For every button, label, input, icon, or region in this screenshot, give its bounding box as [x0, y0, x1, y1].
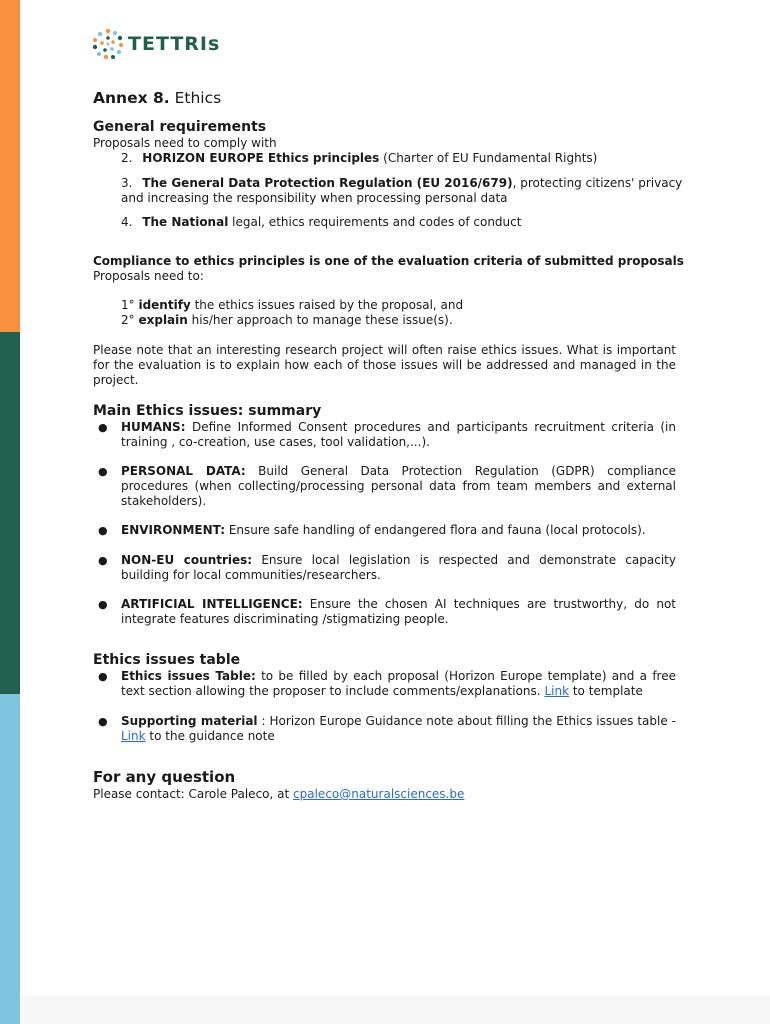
requirement-item-4: 4. The National legal, ethics requirements and codes of conduct [121, 215, 522, 229]
bullet-icon: ● [98, 465, 108, 478]
bullet-icon: ● [98, 524, 108, 537]
requirement-item-3-line2: and increasing the responsibility when processing personal data [121, 191, 508, 205]
issue-humans: HUMANS: Define Informed Consent procedures and participants recruitment criteria (in training , co-creation, use cases, tool validation,...). [121, 420, 676, 449]
issue-environment: ENVIRONMENT: Ensure safe handling of endangered flora and fauna (local protocols). [121, 523, 646, 537]
compliance-intro: Proposals need to: [93, 269, 204, 283]
brand-logo [92, 27, 220, 61]
bullet-icon: ● [98, 715, 108, 728]
requirement-item-2: 2. HORIZON EUROPE Ethics principles (Charter of EU Fundamental Rights) [121, 151, 598, 165]
compliance-statement: Compliance to ethics principles is one of the evaluation criteria of submitted proposals [93, 254, 684, 268]
green-stripe [0, 332, 20, 694]
bullet-icon: ● [98, 421, 108, 434]
title-annex: Annex 8. [93, 89, 170, 107]
blue-stripe [0, 694, 20, 1024]
compliance-step-2: 2° explain his/her approach to manage these issue(s). [121, 313, 453, 327]
table-item-supporting-material: Supporting material : Horizon Europe Guidance note about filling the Ethics issues table - Link to the guidance note [121, 714, 677, 743]
contact-email-link[interactable]: cpaleco@naturalsciences.be [293, 787, 465, 801]
footer-band [20, 996, 770, 1024]
general-intro: Proposals need to comply with [93, 136, 277, 150]
contact-line: Please contact: Carole Paleco, at cpaleco@naturalsciences.be [93, 787, 465, 801]
compliance-step-1: 1° identify the ethics issues raised by the proposal, and [121, 298, 464, 312]
brand-name: TETTRIs [128, 33, 221, 55]
bullet-icon: ● [98, 598, 108, 611]
table-section-heading: Ethics issues table [93, 652, 241, 668]
general-heading: General requirements [93, 119, 267, 135]
table-item-ethics-table: Ethics issues Table: to be filled by each proposal (Horizon Europe template) and a free text section allowing the proposer to include comments/explanations. Link to template [121, 669, 676, 698]
issue-ai: ARTIFICIAL INTELLIGENCE: Ensure the chosen AI techniques are trustworthy, do not integrate features discriminating /stigmatizing people. [121, 597, 676, 626]
logo-dots-icon [92, 28, 124, 60]
orange-stripe [0, 0, 20, 332]
guidance-note-link[interactable]: Link [121, 729, 146, 743]
template-link[interactable]: Link [544, 684, 570, 698]
evaluation-note: Please note that an interesting research project will often raise ethics issues. What is important for the evaluation is to explain how each of those issues will be addressed and managed in the project. [93, 343, 676, 387]
issue-personal-data: PERSONAL DATA: Build General Data Protection Regulation (GDPR) compliance procedures (when collecting/processing personal data from team members and external stakeholders). [121, 464, 676, 508]
bullet-icon: ● [98, 670, 108, 683]
requirement-item-3: 3. The General Data Protection Regulation (EU 2016/679), protecting citizens' privacy [121, 176, 683, 190]
contact-heading: For any question [93, 768, 236, 786]
main-issues-heading: Main Ethics issues: summary [93, 403, 322, 419]
page-title [93, 89, 221, 107]
title-ethics: Ethics [174, 89, 222, 107]
issue-non-eu: NON-EU countries: Ensure local legislation is respected and demonstrate capacity building for local communities/researchers. [121, 553, 676, 582]
bullet-icon: ● [98, 554, 108, 567]
